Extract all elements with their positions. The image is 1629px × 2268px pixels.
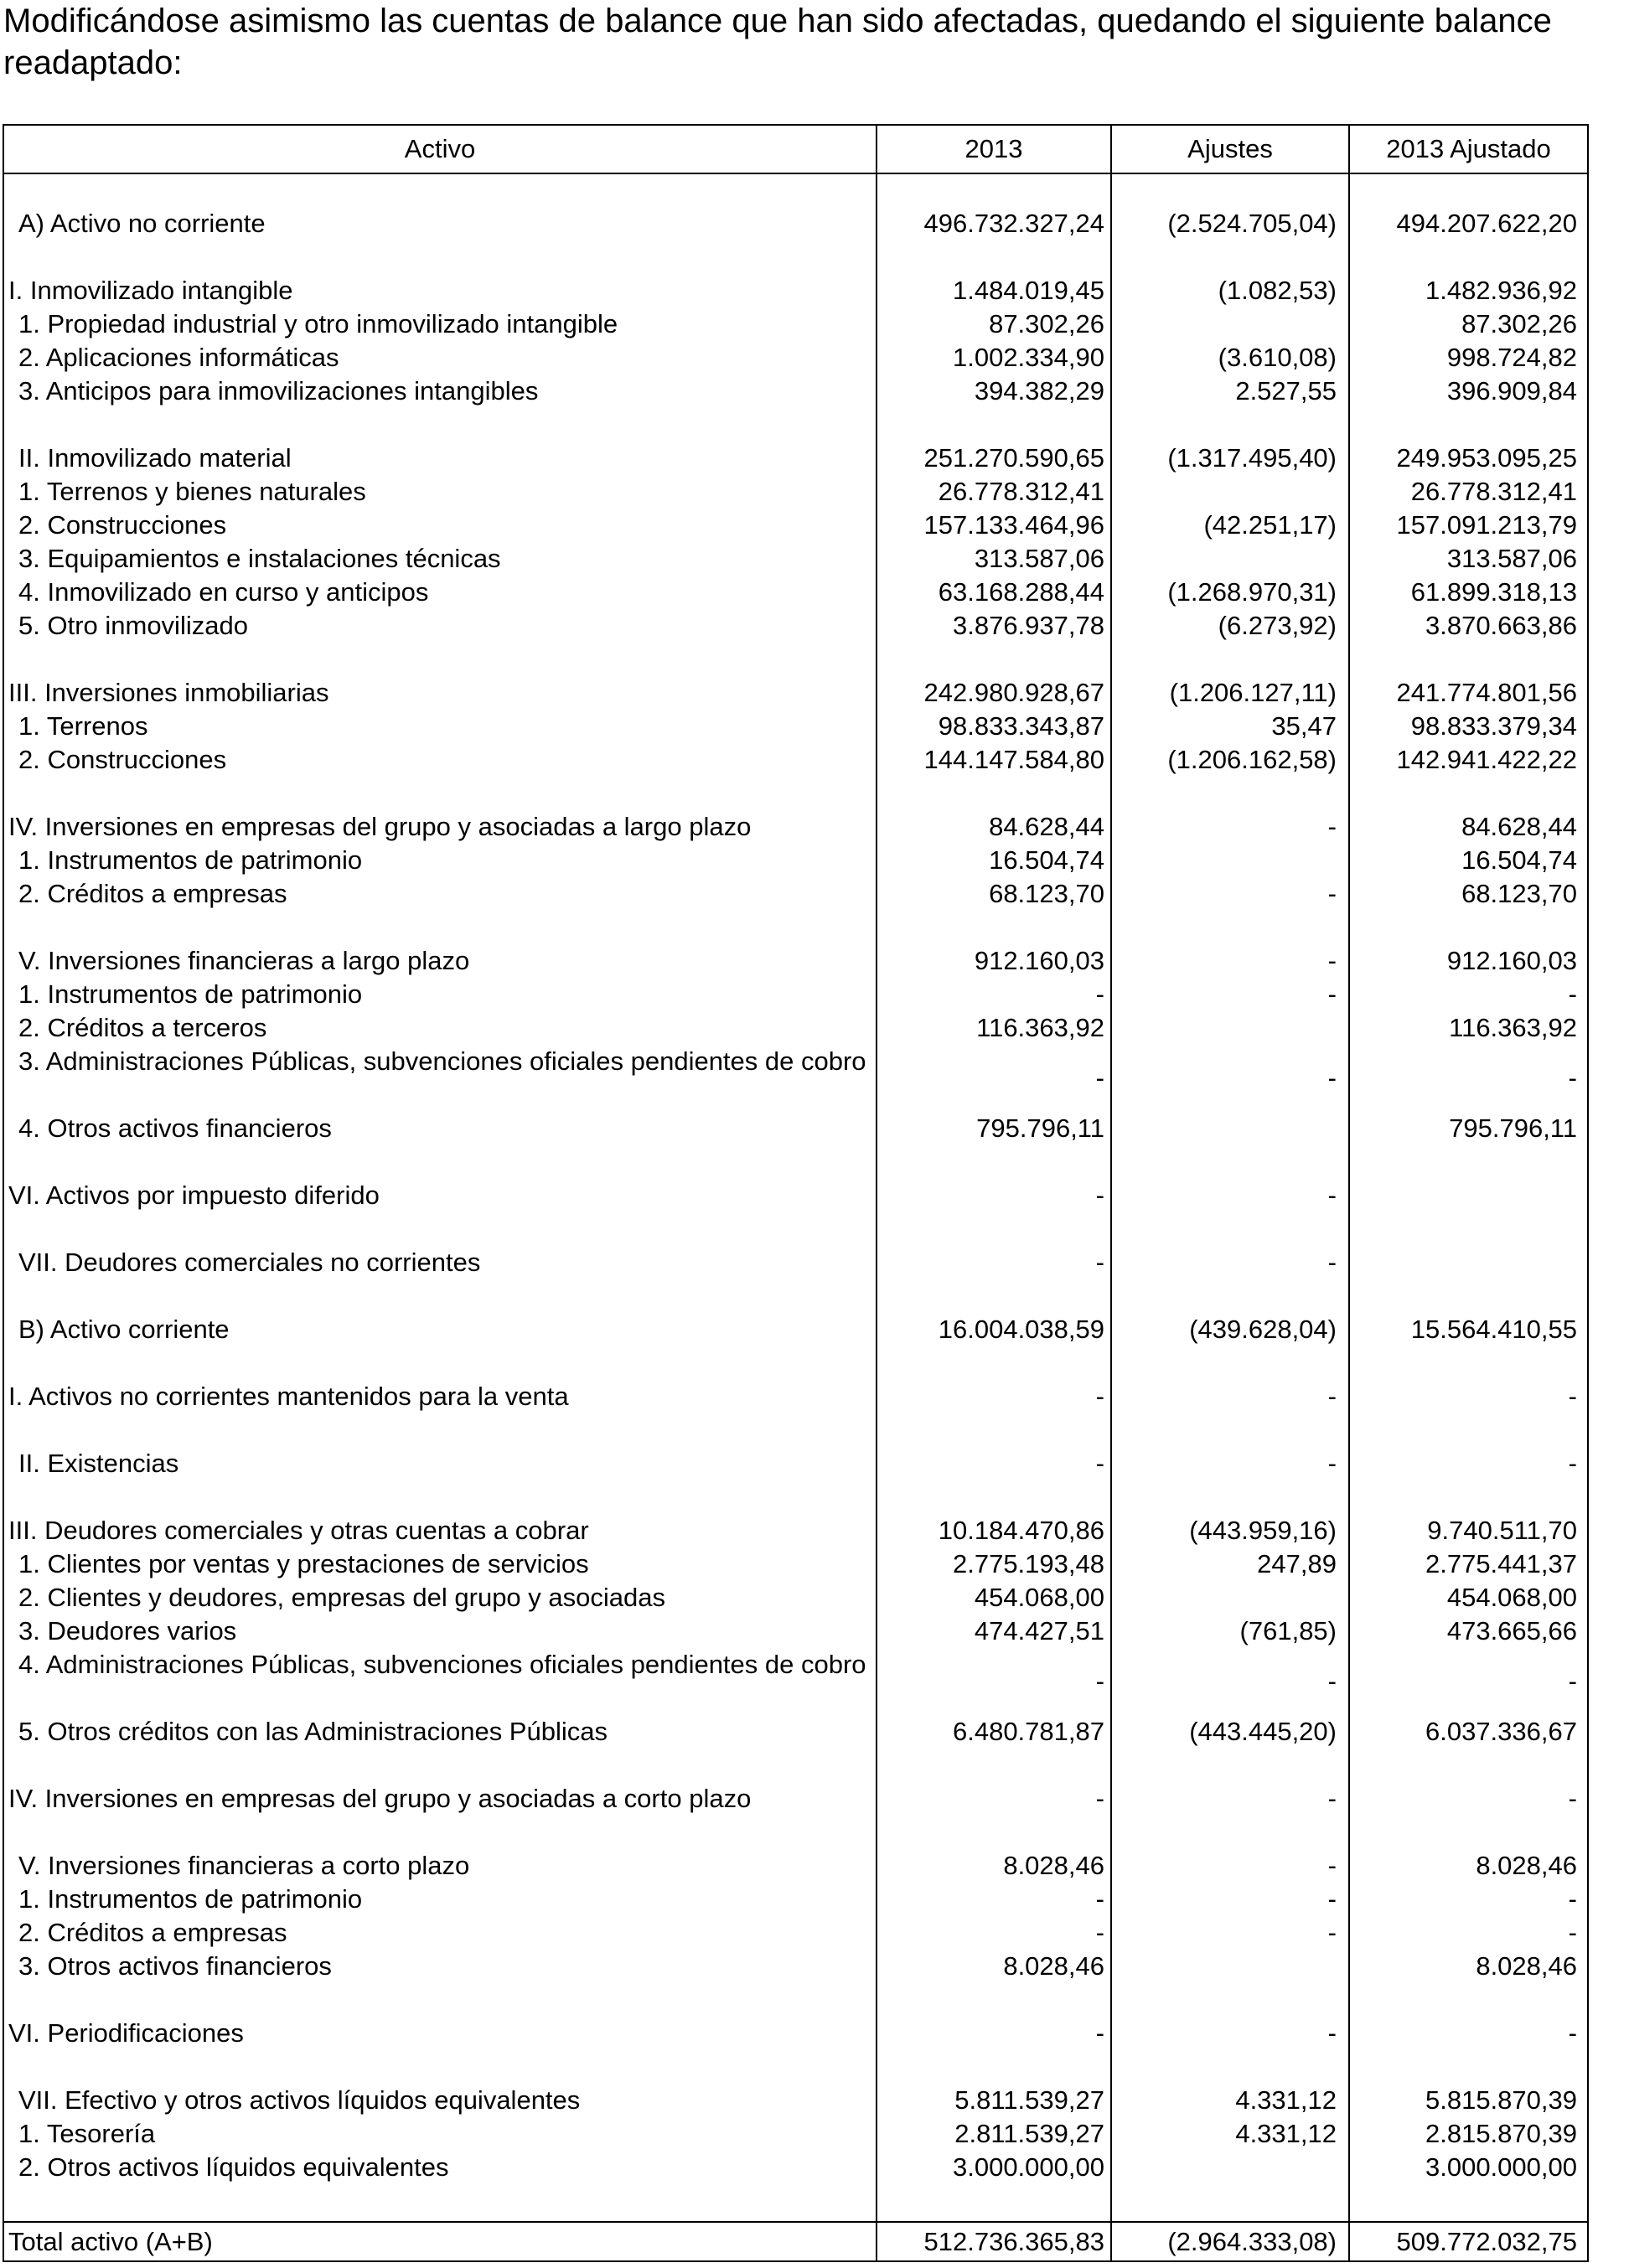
cell-2013: 1.484.019,45 xyxy=(952,276,1104,305)
cell-ajustado: - xyxy=(1568,1884,1577,1914)
cell-ajustes: 35,47 xyxy=(1271,711,1337,741)
table-row xyxy=(0,1581,1629,1614)
row-label: 1. Clientes por ventas y prestaciones de servicios xyxy=(18,1549,589,1578)
cell-ajustes: 4.331,12 xyxy=(1235,2085,1337,2115)
cell-2013: 912.160,03 xyxy=(974,946,1104,975)
cell-ajustado: 15.564.410,55 xyxy=(1410,1315,1577,1344)
cell-ajustes: - xyxy=(1327,1180,1337,1210)
cell-2013: 63.168.288,44 xyxy=(938,577,1104,607)
cell-ajustes: (1.317.495,40) xyxy=(1167,443,1337,473)
table-row xyxy=(0,944,1629,978)
cell-ajustado: 6.037.336,67 xyxy=(1425,1717,1577,1746)
row-label: I. Inmovilizado intangible xyxy=(8,276,293,305)
cell-ajustes: - xyxy=(1327,1449,1337,1478)
row-label: 1. Terrenos y bienes naturales xyxy=(18,477,366,506)
cell-ajustes: - xyxy=(1327,879,1337,908)
row-label: 2. Créditos a terceros xyxy=(18,1013,267,1042)
cell-2013: - xyxy=(1095,1449,1104,1478)
cell-ajustes: 247,89 xyxy=(1257,1549,1337,1578)
cell-ajustes: (2.524.705,04) xyxy=(1167,209,1337,238)
cell-ajustes: (443.959,16) xyxy=(1189,1516,1337,1545)
table-row xyxy=(0,2017,1629,2050)
table-row xyxy=(0,475,1629,509)
cell-2013: 3.876.937,78 xyxy=(952,611,1104,640)
table-row xyxy=(0,710,1629,743)
cell-ajustes: (443.445,20) xyxy=(1189,1717,1337,1746)
cell-2013: 251.270.590,65 xyxy=(923,443,1104,473)
table-row xyxy=(0,609,1629,643)
total-divider xyxy=(3,2221,1589,2223)
cell-ajustes: 2.527,55 xyxy=(1235,376,1337,406)
cell-ajustado: - xyxy=(1568,1449,1577,1478)
cell-2013: 16.004.038,59 xyxy=(938,1315,1104,1344)
cell-ajustado: 84.628,44 xyxy=(1461,812,1577,841)
table-row xyxy=(0,743,1629,777)
cell-ajustes: (1.206.162,58) xyxy=(1167,745,1337,774)
table-row xyxy=(0,542,1629,576)
row-label: 1. Instrumentos de patrimonio xyxy=(18,1884,363,1914)
row-label: VI. Activos por impuesto diferido xyxy=(8,1180,380,1210)
cell-ajustado: - xyxy=(1568,979,1577,1009)
row-label: 3. Otros activos financieros xyxy=(18,1951,332,1981)
row-label: A) Activo no corriente xyxy=(18,209,266,238)
cell-ajustado: 473.665,66 xyxy=(1446,1616,1577,1645)
row-label: 3. Administraciones Públicas, subvenciones oficiales pendientes de cobro xyxy=(18,1046,866,1076)
cell-2013: 795.796,11 xyxy=(976,1113,1104,1143)
cell-ajustado: 396.909,84 xyxy=(1446,376,1577,406)
header-activo: Activo xyxy=(404,134,476,163)
table-row xyxy=(0,1715,1629,1749)
table-row xyxy=(0,2117,1629,2151)
table-row xyxy=(0,1447,1629,1480)
total-label: Total activo (A+B) xyxy=(8,2227,213,2256)
cell-2013: 6.480.781,87 xyxy=(952,1717,1104,1746)
row-label: 2. Créditos a empresas xyxy=(18,1918,287,1947)
cell-ajustado: 1.482.936,92 xyxy=(1425,276,1577,305)
cell-2013: - xyxy=(1095,1248,1104,1277)
cell-ajustado: 116.363,92 xyxy=(1449,1013,1577,1042)
cell-ajustado: 9.740.511,70 xyxy=(1427,1516,1577,1545)
cell-ajustado: 98.833.379,34 xyxy=(1410,711,1577,741)
table-row xyxy=(0,676,1629,710)
table-row xyxy=(0,978,1629,1011)
cell-ajustado: - xyxy=(1568,1918,1577,1947)
cell-ajustes: (6.273,92) xyxy=(1218,611,1337,640)
table-row xyxy=(0,1045,1629,1112)
total-ajustado: 509.772.032,75 xyxy=(1396,2227,1577,2256)
table-row xyxy=(0,509,1629,542)
cell-2013: - xyxy=(1095,1784,1104,1813)
row-label: 4. Inmovilizado en curso y anticipos xyxy=(18,577,429,607)
cell-ajustado: - xyxy=(1568,1666,1577,1696)
cell-2013: - xyxy=(1095,1382,1104,1411)
cell-ajustado: 87.302,26 xyxy=(1461,309,1577,338)
row-label: IV. Inversiones en empresas del grupo y asociadas a largo plazo xyxy=(8,812,752,841)
cell-2013: 313.587,06 xyxy=(974,544,1104,573)
table-row xyxy=(0,2084,1629,2117)
header-2013: 2013 xyxy=(964,134,1023,163)
total-row xyxy=(0,2225,1629,2259)
cell-2013: 474.427,51 xyxy=(974,1616,1104,1645)
table-row xyxy=(0,1514,1629,1547)
table-row xyxy=(0,307,1629,341)
table-row xyxy=(0,1950,1629,1983)
row-label: II. Existencias xyxy=(18,1449,179,1478)
cell-2013: 26.778.312,41 xyxy=(938,477,1104,506)
cell-2013: - xyxy=(1095,1918,1104,1947)
cell-ajustes: - xyxy=(1327,1666,1337,1696)
total-ajustes: (2.964.333,08) xyxy=(1167,2227,1337,2256)
cell-ajustes: (761,85) xyxy=(1239,1616,1337,1645)
row-label: VII. Deudores comerciales no corrientes xyxy=(18,1248,481,1277)
table-row xyxy=(0,1246,1629,1279)
row-label: 4. Administraciones Públicas, subvenciones oficiales pendientes de cobro xyxy=(18,1650,866,1679)
row-label: V. Inversiones financieras a largo plazo xyxy=(18,946,470,975)
cell-2013: - xyxy=(1095,1063,1104,1093)
cell-ajustado: 16.504,74 xyxy=(1461,845,1577,875)
table-row xyxy=(0,1849,1629,1883)
cell-2013: 10.184.470,86 xyxy=(938,1516,1104,1545)
row-label: II. Inmovilizado material xyxy=(18,443,292,473)
cell-2013: - xyxy=(1095,979,1104,1009)
cell-2013: 84.628,44 xyxy=(989,812,1104,841)
table-row xyxy=(0,341,1629,375)
cell-ajustes: - xyxy=(1327,812,1337,841)
cell-2013: 87.302,26 xyxy=(989,309,1104,338)
cell-ajustes: - xyxy=(1327,1918,1337,1947)
row-label: B) Activo corriente xyxy=(18,1315,230,1344)
table-row xyxy=(0,1782,1629,1816)
cell-2013: 116.363,92 xyxy=(976,1013,1104,1042)
row-label: VII. Efectivo y otros activos líquidos equivalentes xyxy=(18,2085,581,2115)
cell-ajustado: - xyxy=(1568,1382,1577,1411)
row-label: IV. Inversiones en empresas del grupo y asociadas a corto plazo xyxy=(8,1784,752,1813)
cell-ajustes: (1.268.970,31) xyxy=(1167,577,1337,607)
row-label: 2. Construcciones xyxy=(18,745,227,774)
table-row xyxy=(0,1112,1629,1145)
table-row xyxy=(0,442,1629,475)
table-row xyxy=(0,1380,1629,1413)
cell-ajustes: (1.206.127,11) xyxy=(1169,678,1337,707)
cell-ajustado: 68.123,70 xyxy=(1461,879,1577,908)
header-2013-ajustado: 2013 Ajustado xyxy=(1386,134,1551,163)
total-2013: 512.736.365,83 xyxy=(923,2227,1104,2256)
cell-ajustado: - xyxy=(1568,1784,1577,1813)
cell-ajustado: 313.587,06 xyxy=(1446,544,1577,573)
cell-2013: - xyxy=(1095,1666,1104,1696)
table-row xyxy=(0,1648,1629,1715)
cell-ajustado: 8.028,46 xyxy=(1476,1951,1577,1981)
cell-2013: 8.028,46 xyxy=(1003,1851,1104,1880)
table-row xyxy=(0,207,1629,240)
intro-paragraph: Modificándose asimismo las cuentas de balance que han sido afectadas, quedando el siguiente balance readaptado: xyxy=(3,3,1552,81)
cell-ajustes: (1.082,53) xyxy=(1218,276,1337,305)
table-row xyxy=(0,1011,1629,1045)
row-label: 1. Propiedad industrial y otro inmovilizado intangible xyxy=(18,309,618,338)
cell-ajustes: - xyxy=(1327,1784,1337,1813)
row-label: 2. Créditos a empresas xyxy=(18,879,287,908)
cell-2013: 68.123,70 xyxy=(989,879,1104,908)
cell-ajustes: (42.251,17) xyxy=(1203,510,1337,540)
table-row xyxy=(0,1179,1629,1212)
header-divider xyxy=(3,173,1589,174)
cell-ajustado: 795.796,11 xyxy=(1449,1113,1577,1143)
cell-2013: 1.002.334,90 xyxy=(952,343,1104,372)
row-label: 5. Otros créditos con las Administraciones Públicas xyxy=(18,1717,608,1746)
cell-ajustado: 912.160,03 xyxy=(1446,946,1577,975)
row-label: 1. Terrenos xyxy=(18,711,148,741)
cell-ajustado: 2.815.870,39 xyxy=(1425,2119,1577,2148)
table-row xyxy=(0,1547,1629,1581)
table-row xyxy=(0,576,1629,609)
cell-2013: 496.732.327,24 xyxy=(923,209,1104,238)
table-row xyxy=(0,1614,1629,1648)
table-row xyxy=(0,844,1629,877)
table-row xyxy=(0,810,1629,844)
cell-2013: 242.980.928,67 xyxy=(923,678,1104,707)
row-label: I. Activos no corrientes mantenidos para la venta xyxy=(8,1382,569,1411)
cell-ajustes: - xyxy=(1327,946,1337,975)
cell-2013: 144.147.584,80 xyxy=(923,745,1104,774)
row-label: 3. Deudores varios xyxy=(18,1616,237,1645)
cell-2013: 16.504,74 xyxy=(989,845,1104,875)
cell-2013: 454.068,00 xyxy=(974,1583,1104,1612)
cell-ajustes: - xyxy=(1327,1248,1337,1277)
table-row xyxy=(0,2151,1629,2184)
table-row xyxy=(0,1313,1629,1346)
row-label: VI. Periodificaciones xyxy=(8,2018,244,2048)
cell-ajustado: 5.815.870,39 xyxy=(1425,2085,1577,2115)
cell-ajustes: 4.331,12 xyxy=(1235,2119,1337,2148)
cell-ajustado: 142.941.422,22 xyxy=(1396,745,1577,774)
cell-ajustado: 494.207.622,20 xyxy=(1396,209,1577,238)
cell-ajustado: 61.899.318,13 xyxy=(1410,577,1577,607)
cell-ajustado: - xyxy=(1568,1063,1577,1093)
table-row xyxy=(0,1883,1629,1916)
row-label: 2. Otros activos líquidos equivalentes xyxy=(18,2152,449,2182)
cell-2013: 2.811.539,27 xyxy=(954,2119,1104,2148)
row-label: III. Inversiones inmobiliarias xyxy=(8,678,329,707)
cell-ajustado: 249.953.095,25 xyxy=(1396,443,1577,473)
cell-2013: - xyxy=(1095,2018,1104,2048)
row-label: 1. Tesorería xyxy=(18,2119,156,2148)
cell-ajustado: 241.774.801,56 xyxy=(1396,678,1577,707)
cell-ajustado: 3.000.000,00 xyxy=(1425,2152,1577,2182)
cell-ajustes: (439.628,04) xyxy=(1189,1315,1337,1344)
cell-2013: - xyxy=(1095,1884,1104,1914)
row-label: V. Inversiones financieras a corto plazo xyxy=(18,1851,470,1880)
cell-ajustado: 2.775.441,37 xyxy=(1425,1549,1577,1578)
cell-ajustado: 3.870.663,86 xyxy=(1425,611,1577,640)
header-ajustes: Ajustes xyxy=(1187,134,1273,163)
row-label: III. Deudores comerciales y otras cuentas a cobrar xyxy=(8,1516,589,1545)
cell-ajustes: - xyxy=(1327,1063,1337,1093)
row-label: 2. Construcciones xyxy=(18,510,227,540)
row-label: 5. Otro inmovilizado xyxy=(18,611,248,640)
cell-ajustado: - xyxy=(1568,2018,1577,2048)
row-label: 2. Aplicaciones informáticas xyxy=(18,343,339,372)
cell-ajustes: - xyxy=(1327,979,1337,1009)
cell-ajustado: 998.724,82 xyxy=(1446,343,1577,372)
cell-2013: 3.000.000,00 xyxy=(952,2152,1104,2182)
cell-2013: 157.133.464,96 xyxy=(923,510,1104,540)
row-label: 1. Instrumentos de patrimonio xyxy=(18,845,363,875)
table-row xyxy=(0,877,1629,911)
row-label: 4. Otros activos financieros xyxy=(18,1113,332,1143)
cell-ajustado: 26.778.312,41 xyxy=(1410,477,1577,506)
cell-ajustes: - xyxy=(1327,1382,1337,1411)
cell-2013: 8.028,46 xyxy=(1003,1951,1104,1981)
cell-ajustado: 8.028,46 xyxy=(1476,1851,1577,1880)
row-label: 3. Anticipos para inmovilizaciones intangibles xyxy=(18,376,539,406)
row-label: 3. Equipamientos e instalaciones técnicas xyxy=(18,544,501,573)
row-label: 1. Instrumentos de patrimonio xyxy=(18,979,363,1009)
cell-ajustado: 157.091.213,79 xyxy=(1396,510,1577,540)
cell-ajustes: - xyxy=(1327,1851,1337,1880)
cell-2013: - xyxy=(1095,1180,1104,1210)
cell-2013: 98.833.343,87 xyxy=(938,711,1104,741)
table-row xyxy=(0,274,1629,307)
cell-2013: 394.382,29 xyxy=(974,376,1104,406)
cell-ajustes: (3.610,08) xyxy=(1218,343,1337,372)
table-row xyxy=(0,375,1629,408)
table-row xyxy=(0,1916,1629,1950)
row-label: 2. Clientes y deudores, empresas del grupo y asociadas xyxy=(18,1583,665,1612)
cell-ajustes: - xyxy=(1327,1884,1337,1914)
cell-2013: 5.811.539,27 xyxy=(954,2085,1104,2115)
cell-ajustado: 454.068,00 xyxy=(1446,1583,1577,1612)
cell-ajustes: - xyxy=(1327,2018,1337,2048)
cell-2013: 2.775.193,48 xyxy=(952,1549,1104,1578)
